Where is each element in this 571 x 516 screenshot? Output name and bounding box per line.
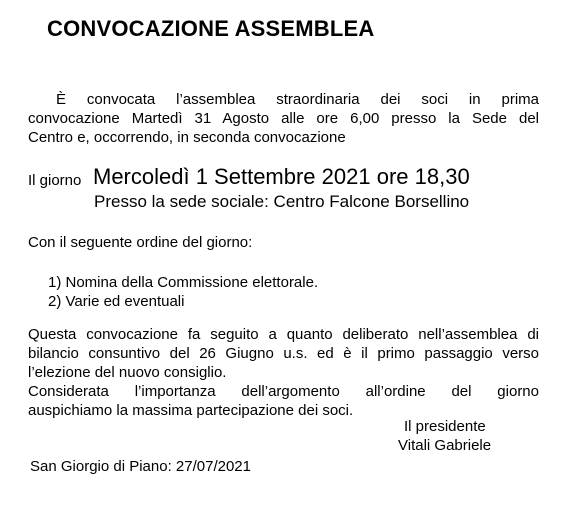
meeting-location: Presso la sede sociale: Centro Falcone Borsellino bbox=[94, 192, 470, 211]
intro-line-3: Centro e, occorrendo, in seconda convocazione bbox=[28, 129, 346, 146]
signature-name: Vitali Gabriele bbox=[398, 437, 492, 454]
meeting-datetime: Mercoledì 1 Settembre 2021 ore 18,30 bbox=[93, 164, 470, 189]
closing-line-5: auspichiamo la massima partecipazione dei soci. bbox=[28, 402, 354, 419]
place-and-date: San Giorgio di Piano: 27/07/2021 bbox=[30, 458, 251, 475]
intro-paragraph bbox=[28, 90, 539, 147]
closing-line-4: Considerata l’importanza dell’argomento all’ordine del giorno bbox=[28, 383, 539, 400]
intro-line-1: È convocata l’assemblea straordinaria dei soci in prima bbox=[56, 91, 539, 108]
closing-line-2: bilancio consuntivo del 26 Giugno u.s. ed è il primo passaggio verso bbox=[28, 345, 539, 362]
closing-line-3: l’elezione del nuovo consiglio. bbox=[28, 364, 227, 381]
closing-paragraph bbox=[28, 325, 539, 420]
agenda-item-2: 2) Varie ed eventuali bbox=[48, 293, 185, 310]
agenda-item-1: 1) Nomina della Commissione elettorale. bbox=[48, 274, 319, 291]
document-title: CONVOCAZIONE ASSEMBLEA bbox=[47, 16, 375, 41]
intro-line-2: convocazione Martedì 31 Agosto alle ore 6,00 presso la Sede del bbox=[28, 110, 539, 127]
agenda-intro: Con il seguente ordine del giorno: bbox=[28, 234, 253, 251]
agenda-list bbox=[48, 273, 318, 311]
meeting-day-label: Il giorno bbox=[28, 172, 82, 189]
closing-line-1: Questa convocazione fa seguito a quanto deliberato nell’assemblea di bbox=[28, 326, 539, 343]
signature-role: Il presidente bbox=[404, 418, 486, 435]
